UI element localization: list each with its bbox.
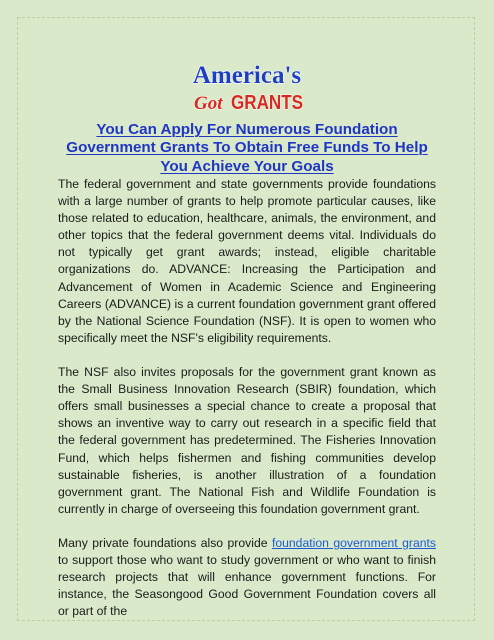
article-body	[58, 176, 436, 620]
paragraph-3	[58, 535, 436, 620]
paragraph-3-start: Many private foundations also provide	[58, 535, 272, 550]
logo-line-1: America's	[192, 62, 302, 89]
paragraph-2: The NSF also invites proposals for the government grant known as the Small Business Innovation Research (SBIR) foundation, which offers small businesses a special chance to create a proposal that shows an inventive way to carry out research in a specific field that the federal government has predetermined. The Fisheries Innovation Fund, which helps fishermen and fishing communities develop sustainable fisheries, is another illustration of a foundation government grant. The National Fish and Wildlife Foundation is currently in charge of overseeing this foundation government grant.	[58, 365, 436, 516]
logo-line-2a: Got	[194, 93, 223, 114]
logo-line-2b: GRANTS	[231, 92, 303, 114]
paragraph-1: The federal government and state governments provide foundations with a large number of grants to help promote particular causes, like those related to education, healthcare, animals, the environment, and other topics that the federal government deems vital. Individuals do not typically get grant awards; instead, eligible charitable organizations do. ADVANCE: Increasing the Participation and Advancement of Women in Academic Science and Engineering Careers (ADVANCE) is a current foundation government grant offered by the National Science Foundation (NSF). It is open to women who specifically meet the NSF's eligibility requirements.	[58, 177, 436, 345]
logo-graphic	[188, 58, 306, 114]
paragraph-3-end: to support those who want to study government or who want to finish research projects that will enhance government functions. For instance, the Seasongood Good Government Foundation covers all or part of the	[58, 553, 436, 619]
americas-got-grants-logo	[188, 58, 306, 114]
page-title: You Can Apply For Numerous Foundation Government Grants To Obtain Free Funds To Help You Achieve Your Goals	[66, 121, 428, 175]
foundation-government-grants-link[interactable]: foundation government grants	[271, 535, 436, 550]
